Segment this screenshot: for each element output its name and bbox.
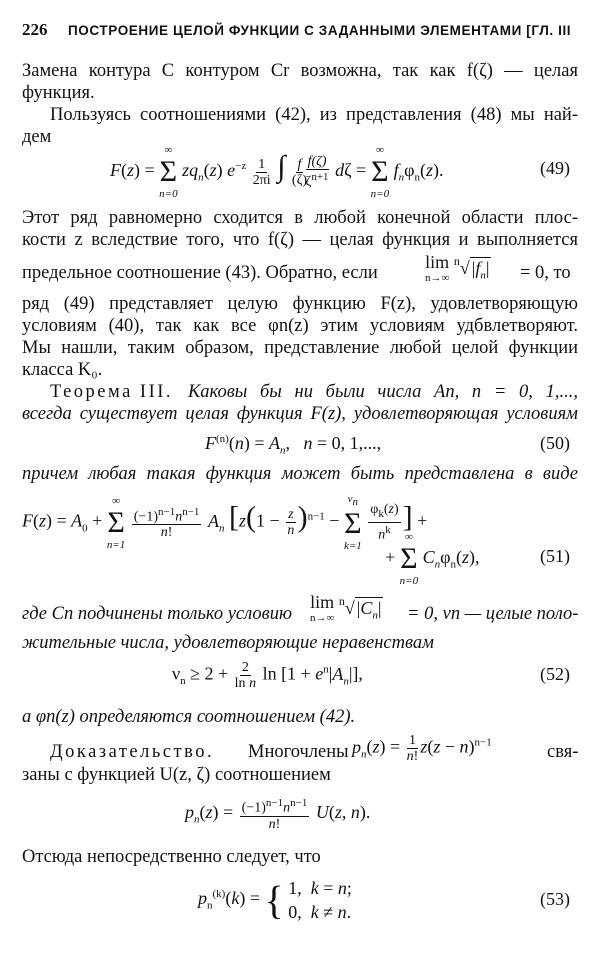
- text-line: жительные числа, удовлетворяющие неравенствам: [22, 633, 434, 653]
- text-line: Многочлены: [248, 742, 349, 762]
- theorem-heading: Теорема III.: [50, 382, 174, 402]
- text-line: заны с функцией U(z, ζ) соотношением: [22, 765, 331, 785]
- polynomial-expression: $p_n(z)$ = $\frac{1}{n!}$ $z(z - n)^{n-1}$: [352, 733, 492, 764]
- equation-number: (50): [540, 433, 570, 453]
- text-line: Мы нашли, таким образом, представление любой целой функции: [22, 338, 578, 358]
- equation-number: (51): [540, 546, 570, 566]
- equation-51: $F(z) = A_0$ + ∞ Σ n=1 $\frac{(-1)^{n-1}n^{n-1}}{n!}$ $A_n$ [z(1 − $\frac{z}{n}$ )$^{n-1}$ − $\nu_n$ Σ k=1 $\frac{\varphi_k(z)}{n^k}$ ] +: [22, 493, 428, 553]
- text-line: кости z вследствие того, что f(ζ) — целая функция и выполняется: [22, 230, 578, 250]
- equation-52: $\nu_n \ge 2$ + $\frac{2}{\text{ln n}}$ $\ln [1 + e^n|A_n|]$,: [172, 660, 363, 691]
- text-line: дем: [22, 127, 52, 147]
- text-line: Каковы бы ни были числа An, n = 0, 1,...,: [188, 382, 578, 402]
- text-line: ряд (49) представляет целую функцию F(z), удовлетворяющую: [22, 294, 578, 314]
- equation-number: (53): [540, 889, 570, 909]
- equation-pn: $p_n(z)$ = $\frac{(-1)^{n-1}n^{n-1}}{n!}$ U(z, n).: [185, 797, 371, 832]
- equation-number: (49): [540, 158, 570, 178]
- running-title: ПОСТРОЕНИЕ ЦЕЛОЙ ФУНКЦИИ С ЗАДАННЫМИ ЭЛЕМЕНТАМИ [ГЛ. III: [68, 23, 572, 38]
- limit-expression: lim n→∞ $^n$√ $|C_n|$: [310, 592, 382, 624]
- text-line: где Cn подчинены только условию: [22, 604, 293, 624]
- text-line: предельное соотношение (43). Обратно, если: [22, 263, 378, 283]
- text-line: = 0, то: [520, 263, 571, 283]
- text-line: Пользуясь соотношениями (42), из представления (48) мы най-: [50, 105, 578, 125]
- equation-49: F(z) = ∞ Σ n=0 $zq_n(z)$ $e^{-z}$ $\frac{1}{2\pi i}$ ∫ $\frac{f}{(\zeta)}$ $\frac{f(\zeta)}{\zeta^{n+1}}$ dζ = ∞ Σ n=0 $f_n\varphi_n(z)$.: [110, 144, 444, 200]
- text-line: Этот ряд равномерно сходится в любой конечной области плос-: [22, 208, 578, 228]
- text-line: класса K₀.: [22, 360, 103, 380]
- equation-51-continued: + ∞ Σ n=0 $C_n\varphi_n(z)$,: [385, 531, 480, 587]
- text-line: свя-: [547, 742, 579, 762]
- text-line: причем любая такая функция может быть представлена в виде: [22, 464, 578, 484]
- text-line: Отсюда непосредственно следует, что: [22, 847, 321, 867]
- equation-50: $F^{(n)}(n) = A_n$, n = 0, 1,...,: [205, 433, 382, 457]
- limit-expression: lim n→∞ $^n$√ $|f_n|$: [425, 252, 490, 284]
- text-line: всегда существует целая функция F(z), удовлетворяющая условиям: [22, 404, 578, 424]
- equation-number: (52): [540, 664, 570, 684]
- text-line: Замена контура C контуром Cr возможна, так как f(ζ) — целая: [22, 61, 578, 81]
- text-line: = 0, νn — целые поло-: [407, 604, 579, 624]
- equation-53: $p_n^{(k)}(k)$ = { 1, k = n; 0, k ≠ n.: [198, 877, 352, 923]
- text-line: функция.: [22, 83, 95, 103]
- text-line: условиям (40), так как все φn(z) этим условиям удбвлетворяют.: [22, 316, 578, 336]
- proof-heading: Доказательство.: [50, 742, 215, 762]
- page-number: 226: [22, 20, 48, 39]
- text-line: а φn(z) определяются соотношением (42).: [22, 707, 356, 727]
